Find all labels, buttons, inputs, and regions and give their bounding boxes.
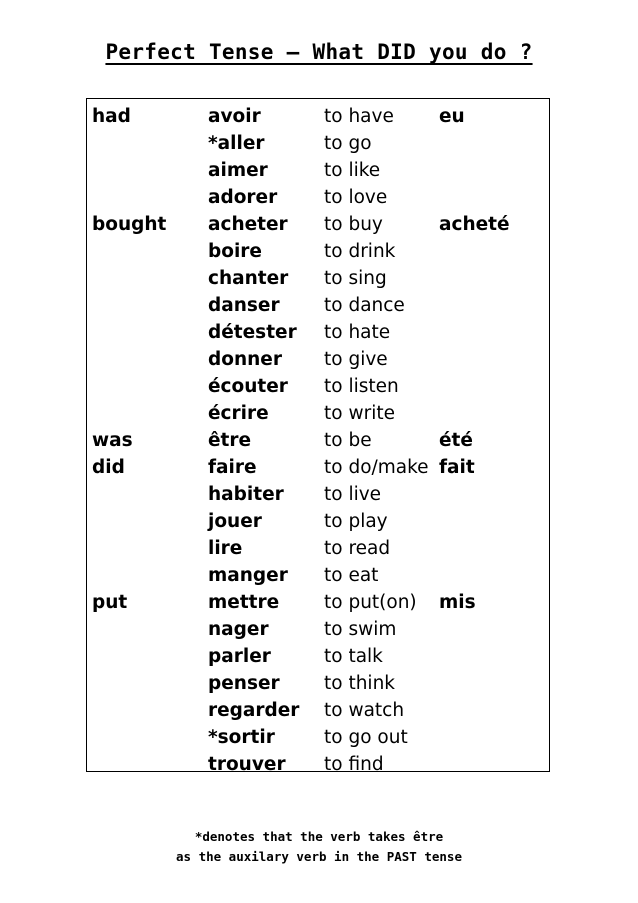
table-row <box>87 724 549 751</box>
meaning-cell: to be <box>324 430 372 451</box>
footnote-line-2: as the auxilary verb in the PAST tense <box>176 849 462 864</box>
meaning-cell: to play <box>324 511 388 532</box>
french-verb-cell: faire <box>208 457 257 478</box>
table-row <box>87 616 549 643</box>
table-row <box>87 292 549 319</box>
table-row <box>87 400 549 427</box>
table-row <box>87 481 549 508</box>
meaning-cell: to give <box>324 349 388 370</box>
table-row <box>87 427 549 454</box>
french-verb-cell: trouver <box>208 754 286 775</box>
table-row <box>87 211 549 238</box>
meaning-cell: to find <box>324 754 384 775</box>
meaning-cell: to swim <box>324 619 397 640</box>
verb-rows <box>87 103 549 778</box>
table-row <box>87 130 549 157</box>
meaning-cell: to buy <box>324 214 383 235</box>
meaning-cell: to watch <box>324 700 405 721</box>
french-verb-cell: acheter <box>208 214 288 235</box>
french-verb-cell: détester <box>208 322 297 343</box>
past-participle-cell: été <box>439 430 473 451</box>
french-verb-cell: habiter <box>208 484 284 505</box>
table-row <box>87 103 549 130</box>
table-row <box>87 184 549 211</box>
english-past-cell: bought <box>92 214 167 235</box>
table-row <box>87 535 549 562</box>
footnote-line-1: *denotes that the verb takes être <box>194 829 444 844</box>
meaning-cell: to do/make <box>324 457 429 478</box>
french-verb-cell: manger <box>208 565 288 586</box>
french-verb-cell: danser <box>208 295 280 316</box>
french-verb-cell: donner <box>208 349 282 370</box>
table-row <box>87 751 549 778</box>
past-participle-cell: acheté <box>439 214 510 235</box>
meaning-cell: to sing <box>324 268 387 289</box>
french-verb-cell: regarder <box>208 700 300 721</box>
meaning-cell: to have <box>324 106 394 127</box>
meaning-cell: to love <box>324 187 388 208</box>
table-row <box>87 562 549 589</box>
table-row <box>87 238 549 265</box>
french-verb-cell: avoir <box>208 106 261 127</box>
table-row <box>87 697 549 724</box>
meaning-cell: to write <box>324 403 395 424</box>
page-title: Perfect Tense – What DID you do ? <box>105 40 533 64</box>
meaning-cell: to go out <box>324 727 408 748</box>
table-row <box>87 454 549 481</box>
french-verb-cell: être <box>208 430 252 451</box>
meaning-cell: to put(on) <box>324 592 417 613</box>
table-row <box>87 346 549 373</box>
french-verb-cell: chanter <box>208 268 289 289</box>
past-participle-cell: eu <box>439 106 465 127</box>
meaning-cell: to listen <box>324 376 399 397</box>
french-verb-cell: adorer <box>208 187 278 208</box>
french-verb-cell: mettre <box>208 592 280 613</box>
meaning-cell: to live <box>324 484 382 505</box>
table-row <box>87 265 549 292</box>
french-verb-cell: penser <box>208 673 280 694</box>
meaning-cell: to think <box>324 673 396 694</box>
meaning-cell: to read <box>324 538 391 559</box>
english-past-cell: did <box>92 457 125 478</box>
meaning-cell: to dance <box>324 295 405 316</box>
past-participle-cell: fait <box>439 457 475 478</box>
english-past-cell: was <box>92 430 133 451</box>
french-verb-cell: écrire <box>208 403 269 424</box>
french-verb-cell: *sortir <box>208 727 275 748</box>
english-past-cell: had <box>92 106 131 127</box>
table-row <box>87 373 549 400</box>
french-verb-cell: lire <box>208 538 243 559</box>
table-row <box>87 508 549 535</box>
english-past-cell: put <box>92 592 128 613</box>
table-row <box>87 157 549 184</box>
french-verb-cell: parler <box>208 646 271 667</box>
meaning-cell: to drink <box>324 241 396 262</box>
past-participle-cell: mis <box>439 592 476 613</box>
french-verb-cell: *aller <box>208 133 265 154</box>
table-row <box>87 589 549 616</box>
french-verb-cell: écouter <box>208 376 288 397</box>
verb-table <box>86 98 550 775</box>
french-verb-cell: nager <box>208 619 269 640</box>
table-row <box>87 670 549 697</box>
meaning-cell: to like <box>324 160 381 181</box>
french-verb-cell: boire <box>208 241 262 262</box>
french-verb-cell: jouer <box>208 511 262 532</box>
meaning-cell: to eat <box>324 565 379 586</box>
french-verb-cell: aimer <box>208 160 268 181</box>
table-row <box>87 643 549 670</box>
meaning-cell: to talk <box>324 646 383 667</box>
table-row <box>87 319 549 346</box>
meaning-cell: to hate <box>324 322 391 343</box>
meaning-cell: to go <box>324 133 372 154</box>
